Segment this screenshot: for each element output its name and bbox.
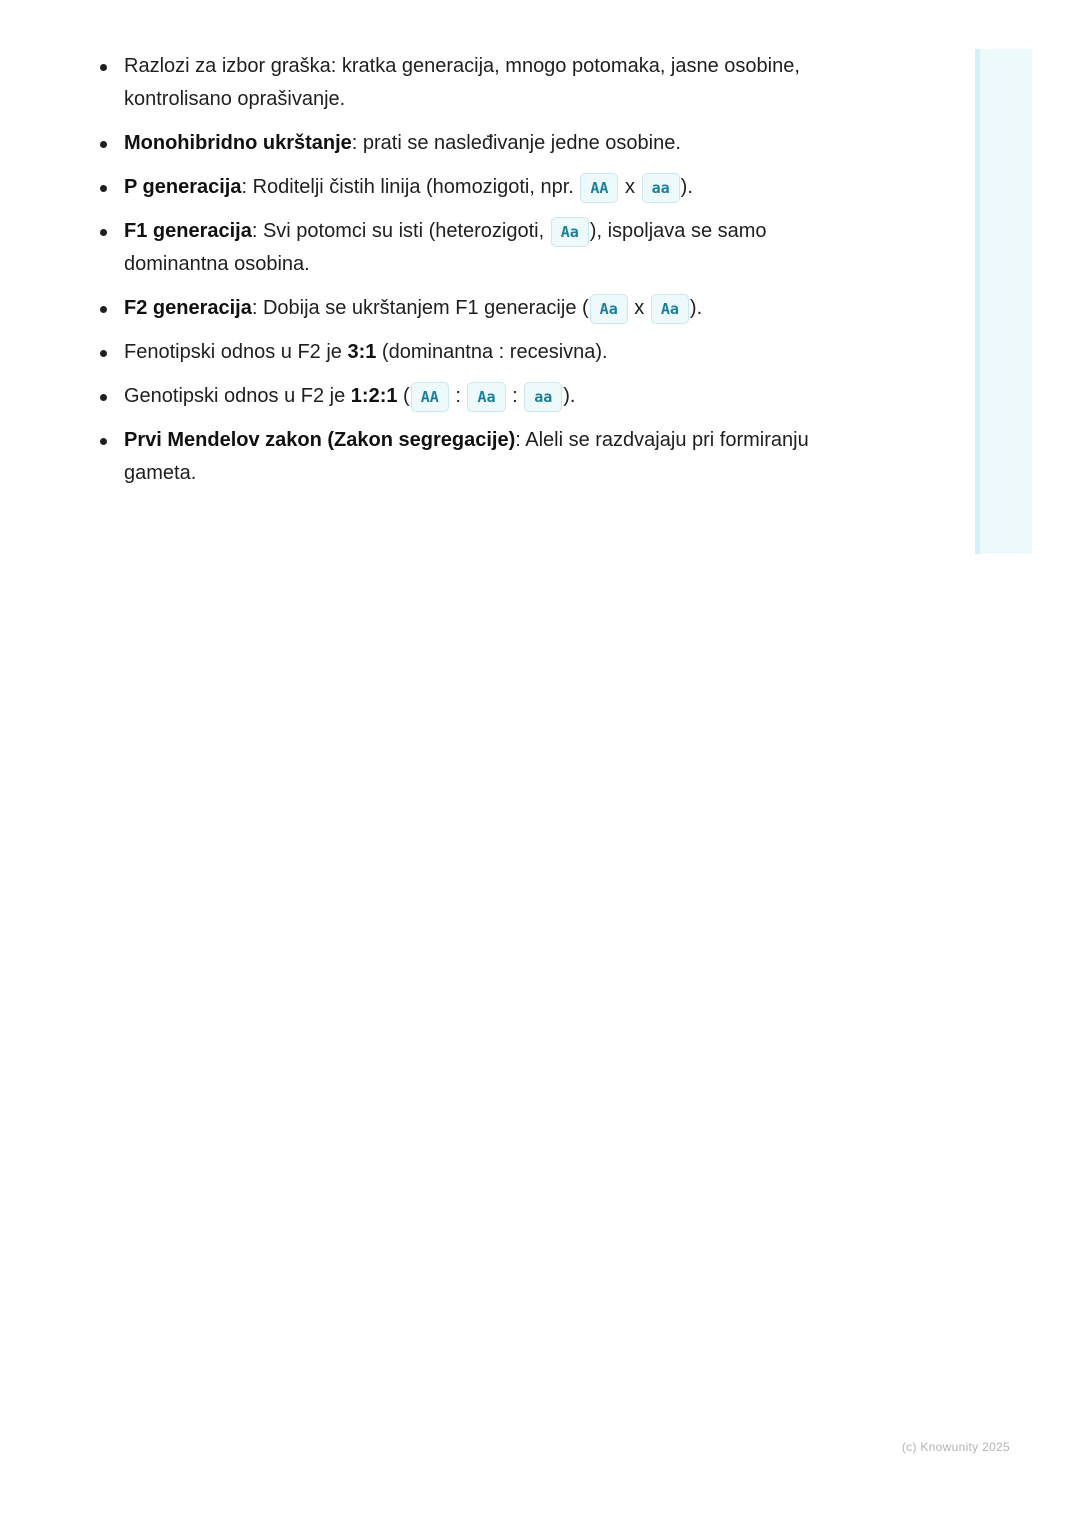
genotype-code: Aa <box>467 382 505 412</box>
item-text: : Svi potomci su isti (heterozigoti, <box>251 220 550 242</box>
item-text: ( <box>397 385 410 407</box>
item-text: : Roditelji čistih linija (homozigoti, npr. <box>241 176 580 198</box>
genotype-code: AA <box>411 382 449 412</box>
list-item-f2-generation <box>96 292 826 325</box>
item-text-tail: ). <box>689 297 703 319</box>
notes-bullet-list <box>96 50 826 501</box>
list-item-phenotype-ratio <box>96 336 826 369</box>
item-term: Monohibridno ukrštanje <box>124 132 352 154</box>
genotype-code: aa <box>642 173 680 203</box>
item-text: Fenotipski odnos u F2 je <box>124 341 348 363</box>
item-text-tail: ). <box>563 385 576 407</box>
item-text: Razlozi za izbor graška: kratka generacija, mnogo potomaka, jasne osobine, kontrolisano oprašivanje. <box>124 55 800 110</box>
item-term: P generacija <box>124 176 242 198</box>
list-item-mendel-law <box>96 424 826 490</box>
item-term: Prvi Mendelov zakon (Zakon segregacije) <box>124 429 516 451</box>
list-item-genotype-ratio <box>96 380 826 413</box>
ratio-separator: : <box>506 385 524 407</box>
genotype-code: AA <box>580 173 618 203</box>
item-text: : Dobija se ukrštanjem F1 generacije ( <box>251 297 589 319</box>
item-text: : Aleli se razdvajaju pri formiranju gameta. <box>124 429 809 484</box>
list-item-f1-generation <box>96 215 826 281</box>
item-term: F1 generacija <box>124 220 252 242</box>
ratio-value: 3:1 <box>347 341 377 363</box>
cross-separator: x <box>619 176 641 198</box>
genotype-code: aa <box>524 382 562 412</box>
item-term: F2 generacija <box>124 297 252 319</box>
genotype-code: Aa <box>551 217 589 247</box>
list-item-pea-reasons <box>96 50 826 116</box>
genotype-code: Aa <box>590 294 628 324</box>
ratio-separator: : <box>449 385 467 407</box>
item-text: Genotipski odnos u F2 je <box>124 385 351 407</box>
cross-separator: x <box>628 297 650 319</box>
item-text-tail: ), ispoljava se samo dominantna osobina. <box>124 220 767 275</box>
copyright-footer: (c) Knowunity 2025 <box>901 1440 1010 1454</box>
sidebar-accent-bar <box>975 49 1032 554</box>
item-text: : prati se nasleđivanje jedne osobine. <box>351 132 681 154</box>
list-item-monohybrid <box>96 127 826 160</box>
item-text-tail: (dominantna : recesivna). <box>376 341 608 363</box>
ratio-value: 1:2:1 <box>350 385 398 407</box>
list-item-p-generation <box>96 171 826 204</box>
item-text-tail: ). <box>680 176 693 198</box>
genotype-code: Aa <box>651 294 689 324</box>
